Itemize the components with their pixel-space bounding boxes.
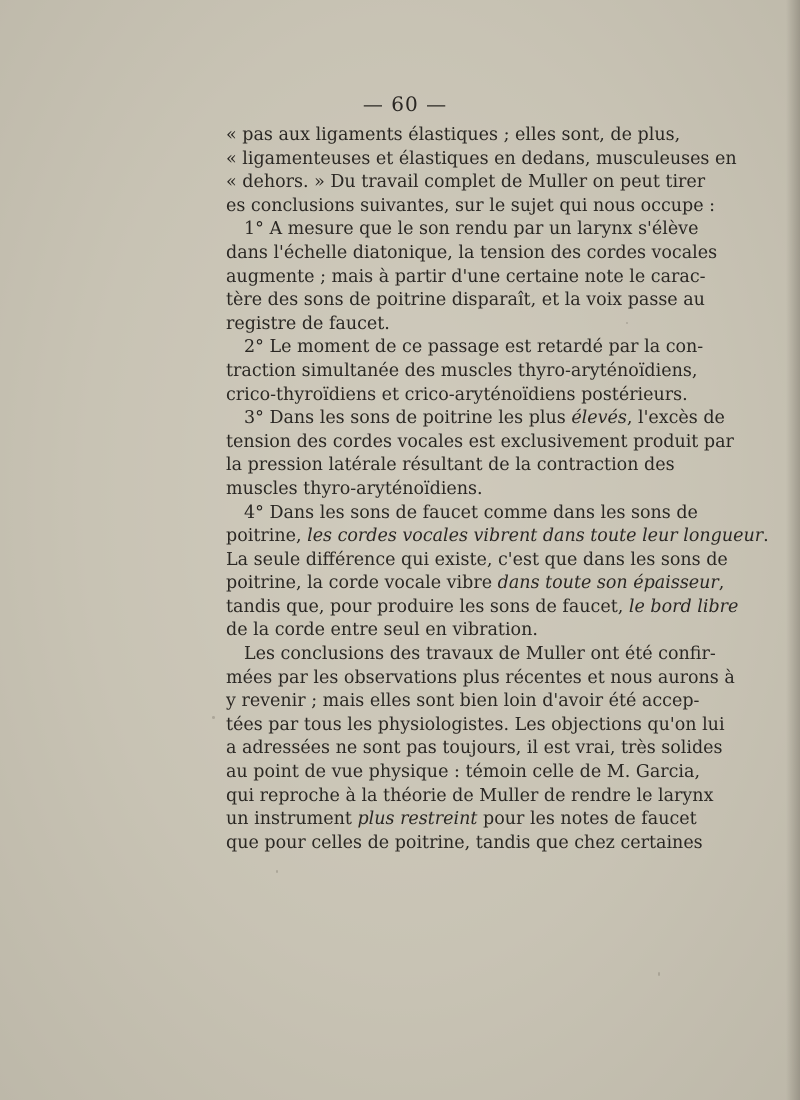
- text-line: [226, 407, 725, 431]
- text-segment: a adressées ne sont pas toujours, il est vrai, très solides: [226, 738, 723, 759]
- text-line: [226, 808, 697, 832]
- text-segment: la pression latérale résultant de la contraction des: [226, 455, 675, 476]
- text-segment: registre de faucet.: [226, 313, 390, 334]
- text-line: [226, 195, 716, 219]
- text-segment: « pas aux ligaments élastiques ; elles sont, de plus,: [226, 125, 681, 145]
- text-segment: traction simultanée des muscles thyro-aryténoïdiens,: [226, 360, 698, 381]
- text-line: [226, 761, 701, 785]
- text-segment: « dehors. » Du travail complet de Muller on peut tirer: [226, 172, 706, 193]
- text-line: [226, 242, 718, 266]
- text-segment: 1° A mesure que le son rendu par un larynx s'élève: [244, 219, 699, 240]
- text-line: [226, 289, 705, 313]
- italic-text: dans toute son épaisseur: [497, 573, 719, 594]
- text-segment: « ligamenteuses et élastiques en dedans, musculeuses en: [226, 148, 737, 169]
- paper-speck: [658, 972, 660, 976]
- text-line: [226, 737, 723, 761]
- text-line: [226, 525, 769, 549]
- text-segment: es conclusions suivantes, sur le sujet qui nous occupe :: [226, 195, 716, 216]
- text-line: [226, 502, 698, 526]
- paper-speck: [212, 716, 215, 719]
- italic-text: le bord libre: [628, 596, 739, 617]
- text-segment: y revenir ; mais elles sont bien loin d'avoir été accep-: [226, 691, 700, 712]
- text-line: [226, 572, 725, 596]
- text-line: [226, 643, 716, 667]
- text-segment: un instrument: [226, 809, 358, 830]
- text-segment: La seule différence qui existe, c'est que dans les sons de: [226, 549, 728, 570]
- text-line: [226, 360, 698, 384]
- text-line: [226, 478, 670, 502]
- text-line: [226, 454, 675, 478]
- text-segment: , l'excès de: [626, 408, 725, 429]
- text-line: [226, 714, 725, 738]
- text-line: [226, 785, 714, 809]
- text-line: [226, 667, 735, 691]
- text-line: [226, 431, 734, 455]
- text-segment: poitrine,: [226, 526, 308, 547]
- text-segment: crico-thyroïdiens et crico-aryténoïdiens postérieurs.: [226, 384, 688, 405]
- page-number: — 60 —: [362, 92, 448, 116]
- text-segment: Les conclusions des travaux de Muller ont été confir-: [244, 644, 716, 665]
- text-line: [226, 148, 737, 172]
- text-line: [226, 619, 670, 643]
- text-segment: mées par les observations plus récentes et nous aurons à: [226, 667, 735, 688]
- text-segment: tées par tous les physiologistes. Les objections qu'on lui: [226, 714, 725, 735]
- text-segment: poitrine, la corde vocale vibre: [226, 573, 498, 594]
- text-segment: .: [763, 526, 769, 547]
- text-segment: tère des sons de poitrine disparaît, et la voix passe au: [226, 290, 705, 311]
- text-line: [226, 336, 704, 360]
- text-line: [226, 596, 739, 620]
- italic-text: plus restreint: [357, 809, 478, 830]
- text-segment: augmente ; mais à partir d'une certaine note le carac-: [226, 266, 706, 287]
- text-line: [226, 266, 706, 290]
- paper-speck: [276, 870, 278, 873]
- text-line: [226, 832, 703, 856]
- text-segment: 2° Le moment de ce passage est retardé par la con-: [244, 337, 704, 358]
- text-segment: muscles thyro-aryténoïdiens.: [226, 478, 483, 499]
- paper-speck: [626, 322, 628, 324]
- italic-text: les cordes vocales vibrent dans toute leur longueur: [307, 526, 764, 547]
- text-segment: dans l'échelle diatonique, la tension des cordes vocales: [226, 242, 718, 263]
- text-line: [226, 549, 728, 573]
- text-line: [226, 124, 681, 148]
- italic-text: élevés: [571, 408, 627, 429]
- body-text: [226, 124, 769, 855]
- text-line: [226, 384, 688, 408]
- text-segment: de la corde entre seul en vibration.: [226, 620, 538, 641]
- text-line: [226, 313, 670, 337]
- text-line: [226, 690, 700, 714]
- page-edge-shadow: [786, 0, 800, 1100]
- text-segment: tandis que, pour produire les sons de faucet,: [226, 596, 629, 617]
- text-segment: au point de vue physique : témoin celle de M. Garcia,: [226, 762, 701, 783]
- text-segment: qui reproche à la théorie de Muller de rendre le larynx: [226, 785, 714, 806]
- text-segment: 4° Dans les sons de faucet comme dans les sons de: [244, 502, 698, 523]
- text-line: [226, 171, 706, 195]
- text-line: [226, 218, 699, 242]
- text-segment: ,: [718, 573, 725, 594]
- text-segment: que pour celles de poitrine, tandis que chez certaines: [226, 832, 703, 853]
- text-segment: tension des cordes vocales est exclusivement produit par: [226, 431, 734, 452]
- text-segment: 3° Dans les sons de poitrine les plus: [244, 408, 572, 429]
- text-segment: pour les notes de faucet: [477, 809, 697, 830]
